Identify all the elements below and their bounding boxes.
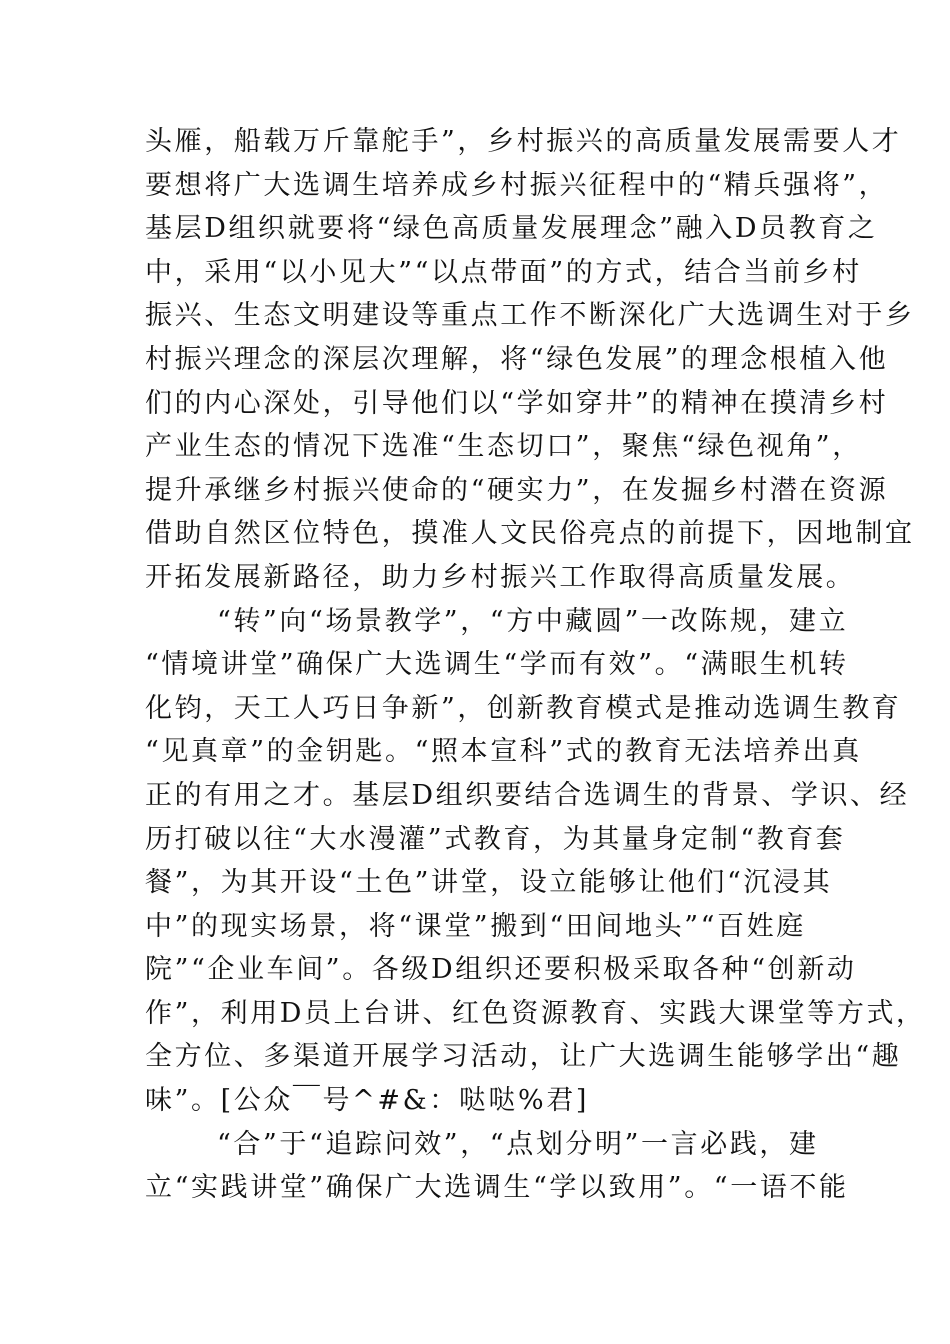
text-line: 振兴、生态文明建设等重点工作不断深化广大选调生对于乡 — [145, 300, 915, 332]
text-line: 开拓发展新路径，助力乡村振兴工作取得高质量发展。 — [145, 561, 856, 593]
text-line: 借助自然区位特色，摸准人文民俗亮点的前提下，因地制宜 — [145, 518, 915, 550]
text-line: 立“实践讲堂”确保广大选调生“学以致用”。“一语不能 — [145, 1172, 849, 1204]
paragraph-2 — [145, 600, 926, 1123]
text-line: 头雁，船载万斤靠舵手”，乡村振兴的高质量发展需要人才 — [145, 126, 902, 157]
text-line: 村振兴理念的深层次理解，将“绿色发展”的理念根植入他 — [145, 343, 889, 375]
text-line: 全方位、多渠道开展学习活动，让广大选调生能够学出“趣 — [145, 1041, 902, 1073]
text-line: 中”的现实场景，将“课堂”搬到“田间地头”“百姓庭 — [145, 910, 806, 942]
text-line: 院”“企业车间”。各级D组织还要积极采取各种“创新动 — [145, 954, 857, 986]
text-line: 味”。[公众￣号^#&：哒哒%君] — [145, 1085, 590, 1117]
text-line: 正的有用之才。基层D组织要结合选调生的背景、学识、经 — [145, 779, 910, 811]
text-line: “情境讲堂”确保广大选调生“学而有效”。“满眼生机转 — [145, 649, 849, 681]
text-line: 作”，利用D员上台讲、红色资源教育、实践大课堂等方式， — [145, 997, 926, 1029]
text-line: 基层D组织就要将“绿色高质量发展理念”融入D员教育之 — [145, 213, 878, 245]
text-line: “合”于“追踪问效”，“点划分明”一言必践，建 — [217, 1128, 819, 1160]
text-line: 产业生态的情况下选准“生态切口”，聚焦“绿色视角”， — [145, 431, 862, 463]
paragraph-1 — [145, 120, 915, 600]
text-line: “转”向“场景教学”，“方中藏圆”一改陈规，建立 — [217, 605, 849, 637]
text-line: 餐”，为其开设“土色”讲堂，设立能够让他们“沉浸其 — [145, 867, 833, 899]
text-line: “见真章”的金钥匙。“照本宣科”式的教育无法培养出真 — [145, 736, 862, 768]
text-line: 提升承继乡村振兴使命的“硬实力”，在发掘乡村潜在资源 — [145, 474, 889, 506]
text-line: 中，采用“以小见大”“以点带面”的方式，结合当前乡村 — [145, 256, 862, 288]
paragraph-3 — [145, 1123, 849, 1210]
text-line: 历打破以往“大水漫灌”式教育，为其量身定制“教育套 — [145, 823, 846, 855]
body-text — [145, 120, 926, 1210]
text-line: 化钧，天工人巧日争新”，创新教育模式是推动选调生教育 — [145, 692, 902, 724]
text-line: 要想将广大选调生培养成乡村振兴征程中的“精兵强将”， — [145, 169, 889, 201]
text-line: 们的内心深处，引导他们以“学如穿井”的精神在摸清乡村 — [145, 387, 889, 419]
